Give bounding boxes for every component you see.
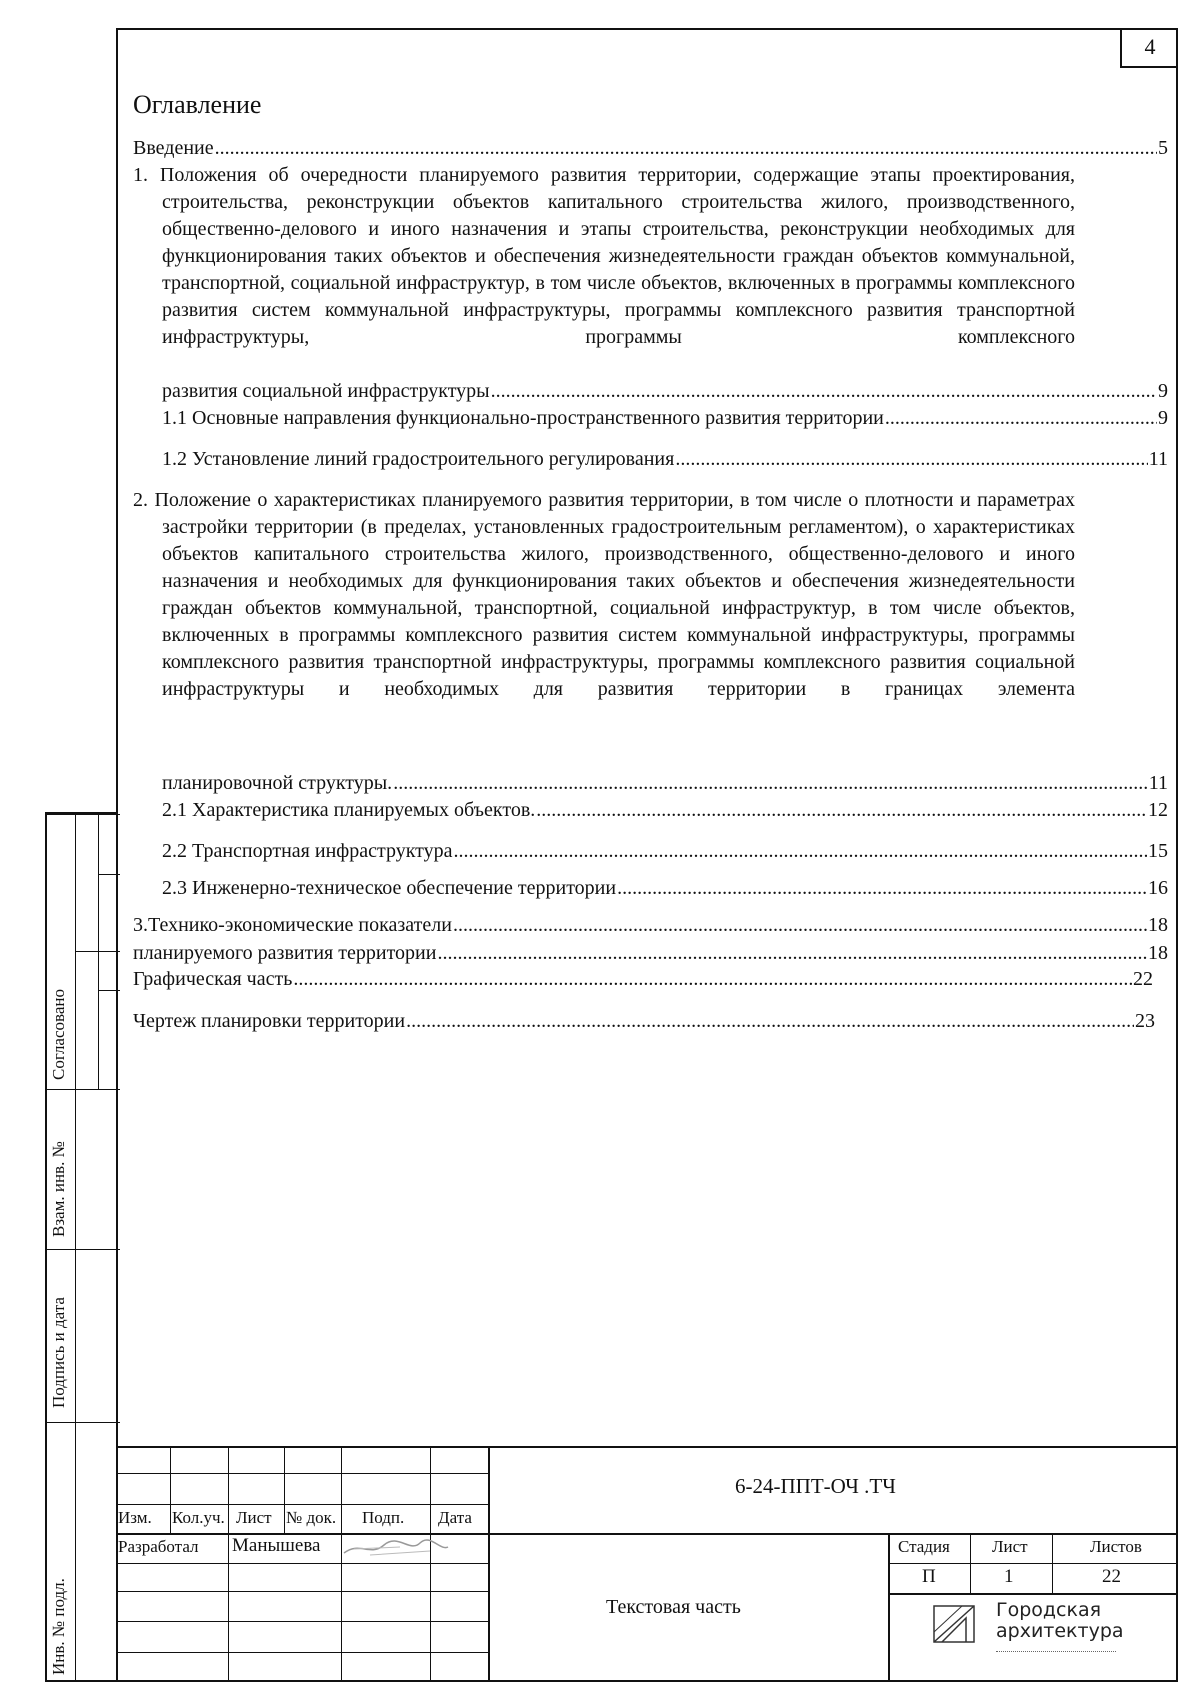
- toc-entry-section-3[interactable]: 3.Технико-экономические показатели ..... 18: [133, 912, 1168, 939]
- toc-entry-section-2-3[interactable]: 2.3 Инженерно-техническое обеспечение территории ..... 16: [162, 875, 1168, 902]
- section-2-text: 2. Положение о характеристиках планируемого развития территории, в том числе о плотности и параметрах застройки территории (в пределах, установленных градостроительным регламентом), о характеристиках объектов капитального строительства жилого, производственного, общественно-делового и иного назначения и необходимых для функционирования таких объектов и обеспечения жизнедеятельности граждан объектов коммунальной, транспортной, социальной инфраструктур, в том числе объектов, включенных в программы комплексного развития систем коммунальной инфраструктуры, программы комплексного развития транспортной инфраструктуры, программы комплексного развития социальной инфраструктуры и необходимых для развития территории в границах элемента: [133, 489, 1075, 700]
- toc-entry-section-1[interactable]: [133, 162, 1075, 351]
- side-stamp-strip: [45, 812, 118, 1682]
- document-code: 6-24-ППТ-ОЧ .ТЧ: [735, 1474, 896, 1498]
- agreed-label: Согласовано: [49, 989, 68, 1080]
- stage-value: П: [922, 1566, 936, 1587]
- org-name-line2: архитектура: [996, 1620, 1124, 1642]
- col-podp: Подп.: [362, 1508, 405, 1527]
- toc-title: Оглавление: [133, 90, 262, 119]
- toc-entry-section-1-1[interactable]: 1.1 Основные направления функционально-пространственного развития территории ..... 9: [162, 405, 1168, 432]
- developer-name: Манышева: [232, 1535, 321, 1556]
- sign-date-label: Подпись и дата: [49, 1297, 68, 1408]
- toc-entry-section-1-last[interactable]: развития социальной инфраструктуры ..... 9: [162, 378, 1168, 405]
- sheet-header: Лист: [992, 1537, 1028, 1556]
- toc-entry-section-3b[interactable]: планируемого развития территории ..... 18: [133, 940, 1168, 967]
- org-tagline-decoration: [996, 1651, 1116, 1652]
- sheets-value: 22: [1102, 1566, 1121, 1587]
- col-date: Дата: [438, 1508, 472, 1527]
- toc-entry-section-2-1[interactable]: 2.1 Характеристика планируемых объектов. ..... 12: [162, 797, 1168, 824]
- col-ndoc: № док.: [286, 1508, 337, 1527]
- toc-entry-drawing[interactable]: Чертеж планировки территории ..... 23: [133, 1008, 1155, 1035]
- developed-label: Разработал: [118, 1537, 199, 1556]
- col-list: Лист: [236, 1508, 272, 1527]
- toc-entry-intro[interactable]: Введение ..... 5: [133, 135, 1168, 162]
- toc-entry-section-2-last[interactable]: планировочной структуры. ..... 11: [162, 770, 1168, 797]
- document-name: Текстовая часть: [606, 1596, 741, 1618]
- col-koluch: Кол.уч.: [172, 1508, 225, 1527]
- inv-orig-label: Инв. № подл.: [49, 1578, 68, 1675]
- org-name-line1: Городская: [996, 1599, 1102, 1621]
- toc-entry-graphic[interactable]: Графическая часть ..... 22: [133, 966, 1153, 993]
- toc-entry-section-1-2[interactable]: 1.2 Установление линий градостроительного регулирования ..... 11: [162, 446, 1168, 473]
- toc-entry-section-2[interactable]: [133, 487, 1075, 703]
- replace-inv-label: Взам. инв. №: [49, 1141, 68, 1237]
- sheets-header: Листов: [1090, 1537, 1142, 1556]
- signature-icon: [340, 1535, 450, 1561]
- section-1-text: 1. Положения об очередности планируемого развития территории, содержащие этапы проектирования, строительства, реконструкции объектов капитального строительства жилого, производственного, общественно-делового и иного назначения и этапы строительства, реконструкции необходимых для функционирования таких объектов и обеспечения жизнедеятельности граждан объектов коммунальной, транспортной, социальной инфраструктур, в том числе объектов, включенных в программы комплексного развития систем коммунальной инфраструктуры, программы комплексного развития транспортной инфраструктуры, программы комплексного: [133, 164, 1075, 348]
- sheet-value: 1: [1004, 1566, 1014, 1587]
- col-izm: Изм.: [118, 1508, 152, 1527]
- toc-entry-section-2-2[interactable]: 2.2 Транспортная инфраструктура ..... 15: [162, 838, 1168, 865]
- company-logo-icon: [932, 1604, 976, 1644]
- stage-header: Стадия: [898, 1537, 950, 1556]
- page-number: 4: [1120, 28, 1178, 68]
